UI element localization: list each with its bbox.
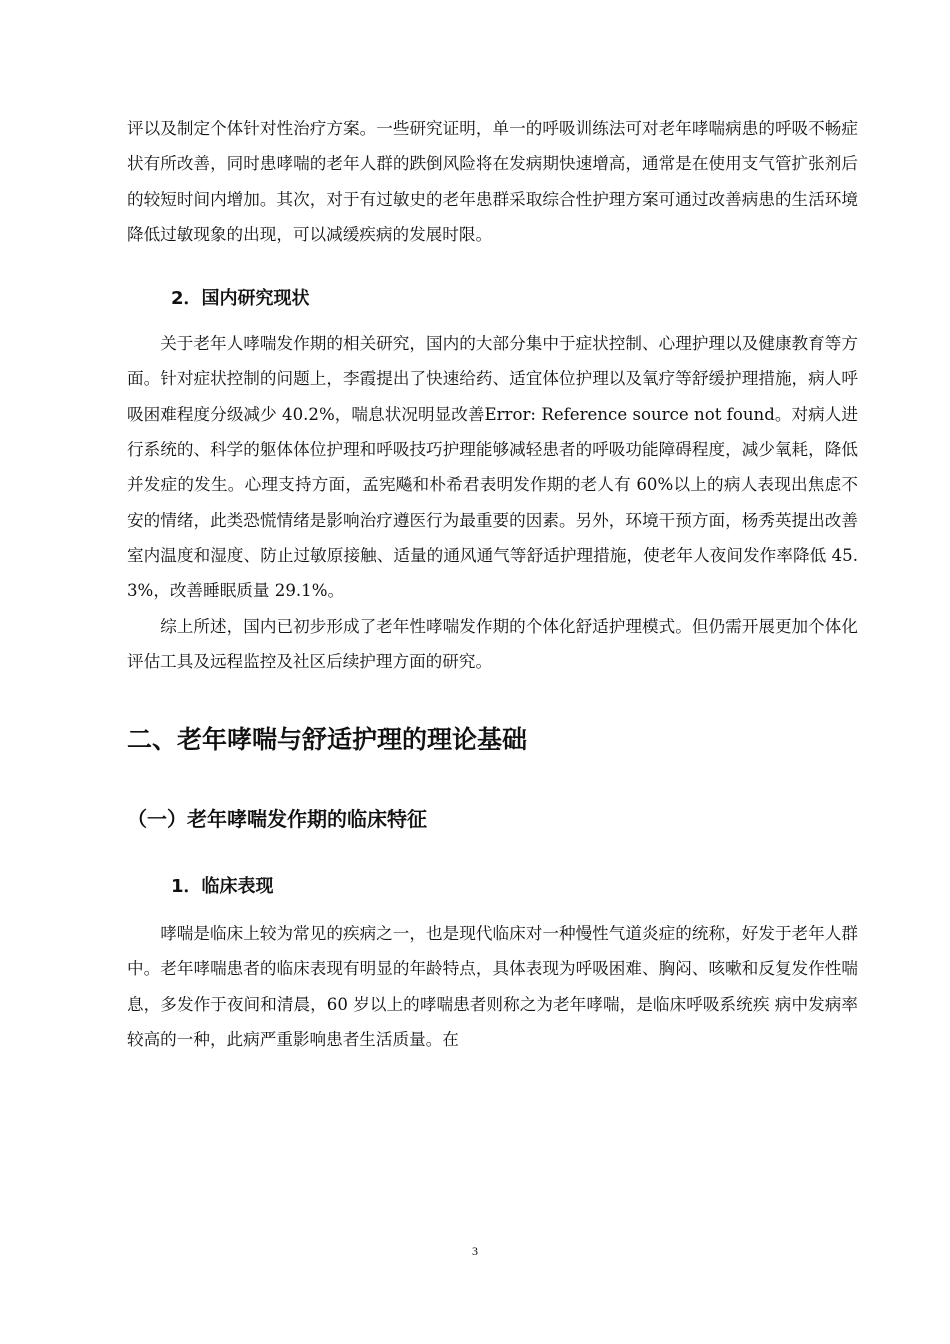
heading-domestic-research-status: 2．国内研究现状: [171, 288, 310, 310]
paragraph-clinical-manifestation: 哮喘是临床上较为常见的疾病之一，也是现代临床对一种慢性气道炎症的统称，好发于老年人群中。老年哮喘患者的临床表现有明显的年龄特点，具体表现为呼吸困难、胸闷、咳嗽和反复发作性喘息，多发作于夜间和清晨，60 岁以上的哮喘患者则称之为老年哮喘，是临床呼吸系统疾 病中发病率较高的一种，此病严重影响患者生活质量。在: [127, 924, 858, 1050]
heading-clinical-manifestation: 1．临床表现: [171, 876, 274, 898]
heading-section-one: （一）老年哮喘发作期的临床特征: [127, 807, 427, 832]
paragraph-summary: 综上所述，国内已初步形成了老年性哮喘发作期的个体化舒适护理模式。但仍需开展更加个体化评估工具及远程监控及社区后续护理方面的研究。: [127, 616, 858, 671]
page-content: [127, 111, 858, 1057]
heading-chapter-two: 二、老年哮喘与舒适护理的理论基础: [127, 725, 528, 755]
paragraph-domestic-research: 关于老年人哮喘发作期的相关研究，国内的大部分集中于症状控制、心理护理以及健康教育等方面。针对症状控制的问题上，李霞提出了快速给药、适宜体位护理以及氧疗等舒缓护理措施，病人呼吸困难程度分级减少 40.2%，喘息状况明显改善Error: Reference source not found。对病人进行系统的、科学的躯体体位护理和呼吸技巧护理能够减轻患者的呼吸功能障碍程度，减少氧耗，降低并发症的发生。心理支持方面，孟宪飚和朴希君表明发作期的老人有 60%以上的病人表现出焦虑不安的情绪，此类恐慌情绪是影响治疗遵医行为最重要的因素。另外，环境干预方面，杨秀英提出改善室内温度和湿度、防止过敏原接触、适量的通风通气等舒适护理措施，使老年人夜间发作率降低 45.3%，改善睡眠质量 29.1%。: [127, 334, 858, 601]
page-number: 3: [472, 1244, 478, 1258]
paragraph-foreign-research-end: 评以及制定个体针对性治疗方案。一些研究证明，单一的呼吸训练法可对老年哮喘病患的呼吸不畅症状有所改善，同时患哮喘的老年人群的跌倒风险将在发病期快速增高，通常是在使用支气管扩张剂后的较短时间内增加。其次，对于有过敏史的老年患群采取综合性护理方案可通过改善病患的生活环境降低过敏现象的出现，可以减缓疾病的发展时限。: [127, 119, 858, 244]
